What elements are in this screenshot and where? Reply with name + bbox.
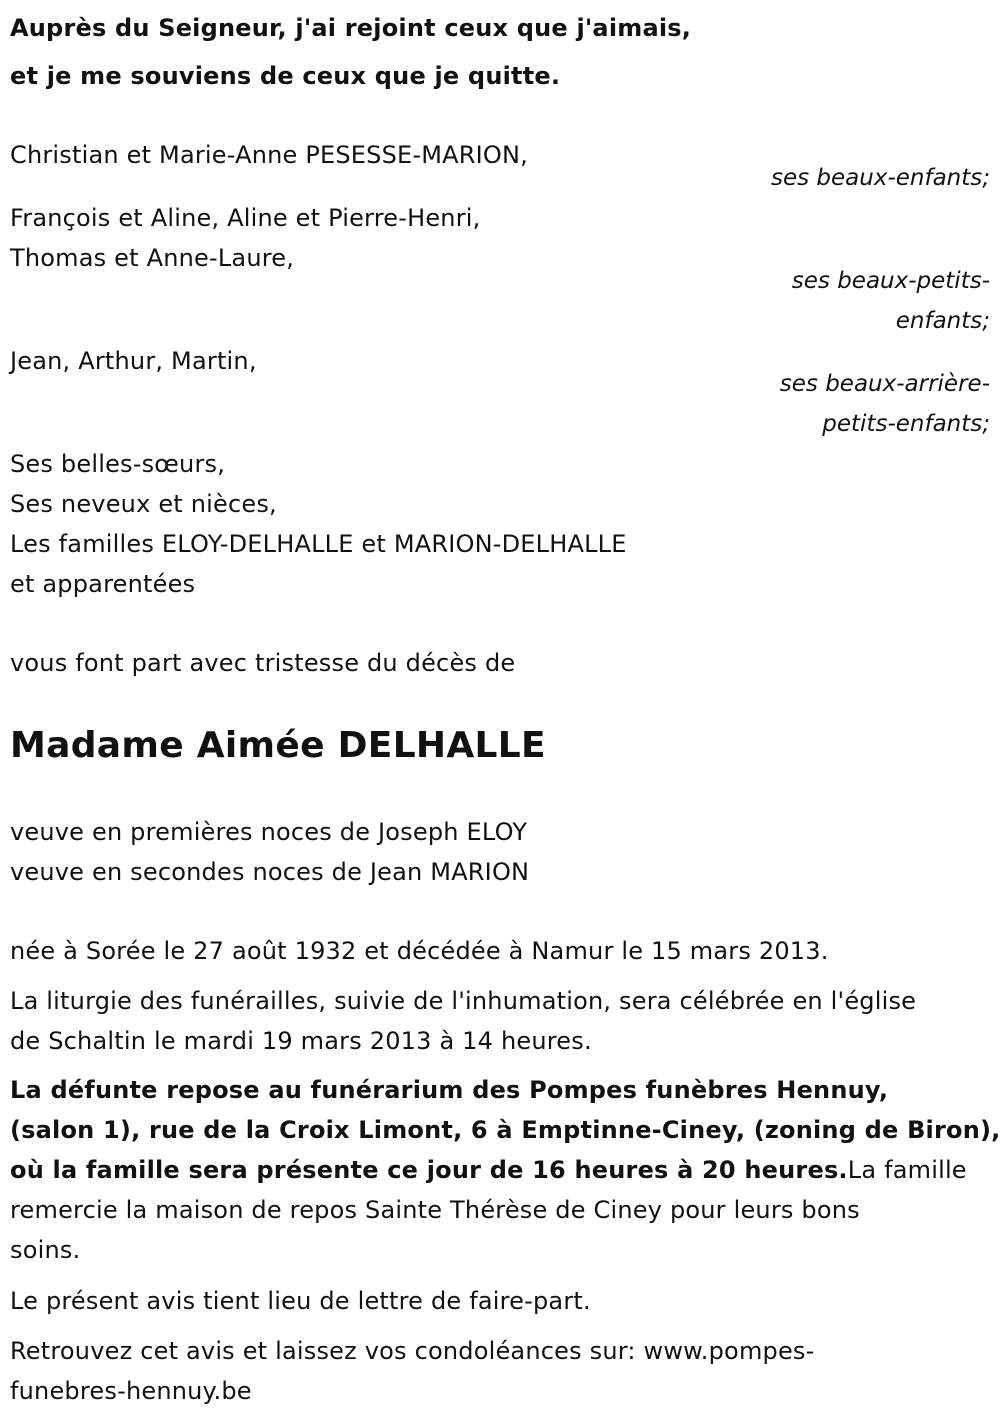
family-stepchildren: Christian et Marie-Anne PESESSE-MARION,	[10, 141, 528, 169]
widow-first: veuve en premières noces de Joseph ELOY	[10, 818, 528, 846]
thanks-start: La famille	[847, 1156, 967, 1184]
liturgy-line-1: La liturgie des funérailles, suivie de l'inhumation, sera célébrée en l'église	[10, 987, 917, 1015]
funerarium-line-2: (salon 1), rue de la Croix Limont, 6 à Emptinne-Ciney, (zoning de Biron),	[10, 1116, 1000, 1144]
role-great-grandchildren-2: petits-enfants;	[822, 411, 990, 437]
verse-line-2: et je me souviens de ceux que je quitte.	[10, 62, 561, 90]
family-nephews-nieces: Ses neveux et nièces,	[10, 490, 277, 518]
notice-statement: Le présent avis tient lieu de lettre de faire-part.	[10, 1287, 591, 1315]
birth-death-dates: née à Sorée le 27 août 1932 et décédée à Namur le 15 mars 2013.	[10, 937, 829, 965]
liturgy-line-2: de Schaltin le mardi 19 mars 2013 à 14 heures.	[10, 1027, 592, 1055]
deceased-name: Madame Aimée DELHALLE	[10, 725, 546, 766]
family-families: Les familles ELOY-DELHALLE et MARION-DELHALLE	[10, 530, 627, 558]
family-great-grandchildren: Jean, Arthur, Martin,	[10, 347, 257, 375]
condolences-link[interactable]: funebres-hennuy.be	[10, 1377, 252, 1405]
role-stepchildren: ses beaux-enfants;	[770, 165, 990, 191]
condolences-line-1: Retrouvez cet avis et laissez vos condoléances sur: www.pompes-	[10, 1337, 815, 1365]
family-grandchildren-1: François et Aline, Aline et Pierre-Henri,	[10, 204, 481, 232]
family-relatives: et apparentées	[10, 570, 196, 598]
family-sisters-in-law: Ses belles-sœurs,	[10, 450, 226, 478]
funerarium-visit-hours: où la famille sera présente ce jour de 16 heures à 20 heures.	[10, 1156, 848, 1184]
thanks-line-2: remercie la maison de repos Sainte Thérèse de Ciney pour leurs bons	[10, 1196, 860, 1224]
thanks-line-3: soins.	[10, 1236, 81, 1264]
role-grandchildren-2: enfants;	[895, 308, 990, 334]
verse-line-1: Auprès du Seigneur, j'ai rejoint ceux que j'aimais,	[10, 14, 692, 42]
widow-second: veuve en secondes noces de Jean MARION	[10, 858, 530, 886]
announcement: vous font part avec tristesse du décès de	[10, 649, 516, 677]
role-great-grandchildren-1: ses beaux-arrière-	[779, 371, 990, 397]
funerarium-line-1: La défunte repose au funérarium des Pompes funèbres Hennuy,	[10, 1076, 889, 1104]
family-grandchildren-2: Thomas et Anne-Laure,	[10, 244, 295, 272]
funerarium-line-3	[10, 1150, 967, 1190]
role-grandchildren-1: ses beaux-petits-	[791, 268, 990, 294]
